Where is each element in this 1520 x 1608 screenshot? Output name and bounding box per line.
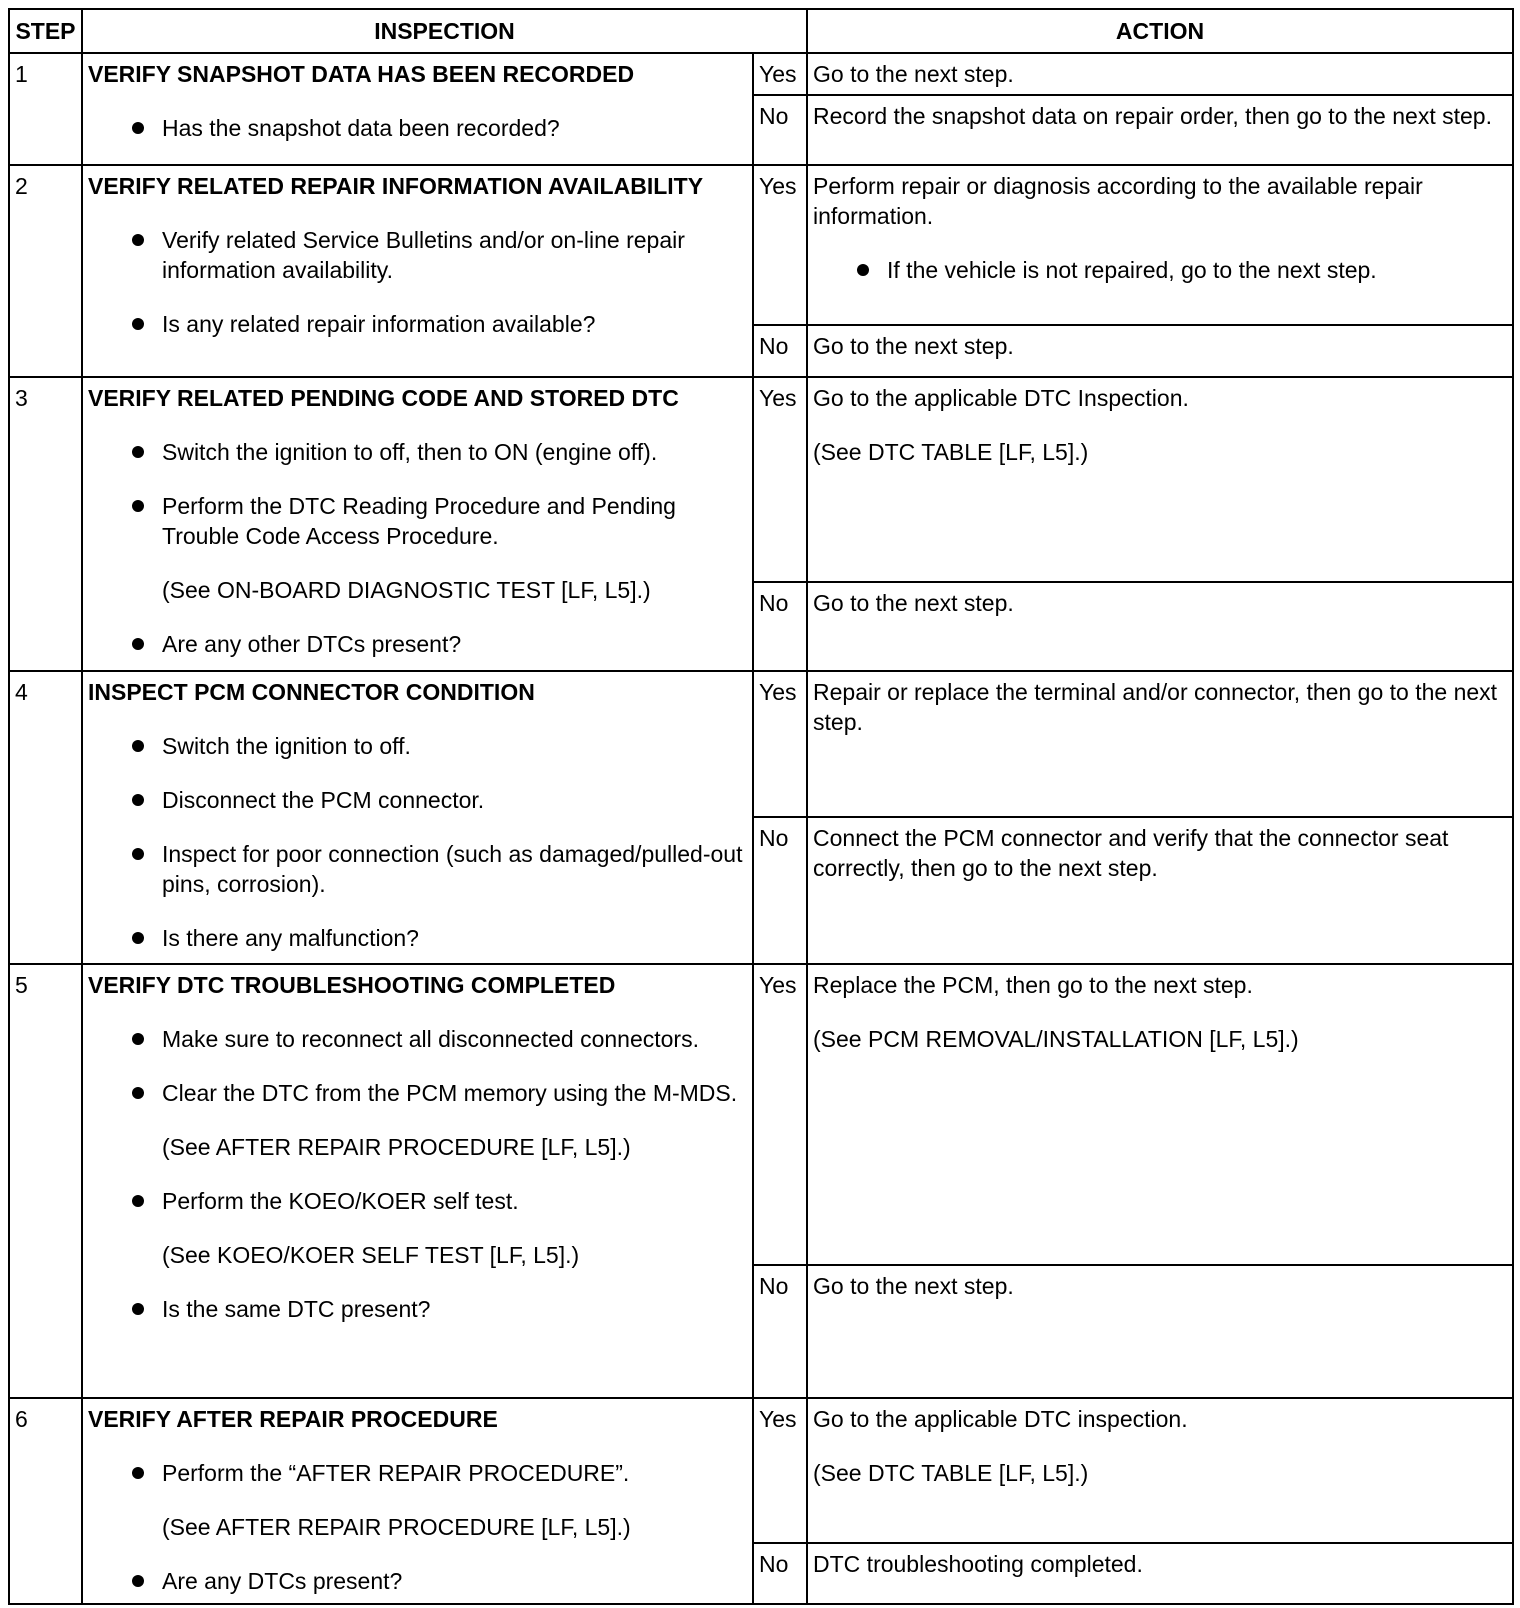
header-step: STEP [9,9,82,53]
step-title: VERIFY RELATED PENDING CODE AND STORED DTC [88,385,679,411]
step-number: 6 [9,1398,82,1604]
step-number: 4 [9,671,82,964]
no-label: No [753,325,807,377]
inspection-item: Are any other DTCs present? [88,629,747,659]
step-title: VERIFY SNAPSHOT DATA HAS BEEN RECORDED [88,61,635,87]
no-label: No [753,1265,807,1398]
yes-action-text: Go to the applicable DTC inspection. [813,1406,1188,1432]
inspection-reference: (See AFTER REPAIR PROCEDURE [LF, L5].) [162,1514,631,1540]
step-inspection [82,53,753,165]
inspection-reference: (See AFTER REPAIR PROCEDURE [LF, L5].) [162,1134,631,1160]
yes-action [807,377,1513,582]
inspection-item: Perform the KOEO/KOER self test. [88,1186,747,1216]
inspection-item: Perform the “AFTER REPAIR PROCEDURE”. [88,1458,747,1488]
inspection-item: Is there any malfunction? [88,923,747,953]
header-inspection: INSPECTION [82,9,807,53]
step-5-yes-row [9,964,1513,1265]
yes-label: Yes [753,1398,807,1543]
step-1-yes-row [9,53,1513,95]
inspection-item: Inspect for poor connection (such as damaged/pulled-out pins, corrosion). [88,839,747,899]
no-action: DTC troubleshooting completed. [807,1543,1513,1604]
step-3-yes-row [9,377,1513,582]
header-action: ACTION [807,9,1513,53]
yes-action: Go to the next step. [807,53,1513,95]
yes-action-text: Go to the applicable DTC Inspection. [813,385,1189,411]
step-6-yes-row [9,1398,1513,1543]
no-label: No [753,817,807,964]
inspection-item: Is the same DTC present? [88,1294,747,1324]
no-action: Go to the next step. [807,582,1513,671]
step-inspection [82,1398,753,1604]
step-inspection [82,964,753,1398]
yes-action-reference: (See PCM REMOVAL/INSTALLATION [LF, L5].) [813,1026,1299,1052]
inspection-item: Has the snapshot data been recorded? [88,113,747,143]
inspection-item: Switch the ignition to off. [88,731,747,761]
step-2-yes-row [9,165,1513,325]
yes-action-bullet: If the vehicle is not repaired, go to the next step. [813,255,1507,285]
step-number: 2 [9,165,82,377]
inspection-item: Verify related Service Bulletins and/or on-line repair information availability. [88,225,747,285]
inspection-item: Is any related repair information available? [88,309,747,339]
header-row [9,9,1513,53]
yes-action-reference: (See DTC TABLE [LF, L5].) [813,1460,1089,1486]
yes-action [807,964,1513,1265]
step-title: VERIFY RELATED REPAIR INFORMATION AVAILABILITY [88,173,704,199]
step-number: 3 [9,377,82,671]
step-inspection [82,165,753,377]
yes-label: Yes [753,671,807,817]
yes-action-reference: (See DTC TABLE [LF, L5].) [813,439,1089,465]
step-4-yes-row [9,671,1513,817]
inspection-item: Are any DTCs present? [88,1566,747,1596]
step-inspection [82,671,753,964]
inspection-item: Clear the DTC from the PCM memory using the M-MDS. [88,1078,747,1108]
no-label: No [753,1543,807,1604]
inspection-item: Perform the DTC Reading Procedure and Pending Trouble Code Access Procedure. [88,491,747,551]
inspection-item: Disconnect the PCM connector. [88,785,747,815]
yes-label: Yes [753,165,807,325]
yes-label: Yes [753,377,807,582]
step-title: VERIFY AFTER REPAIR PROCEDURE [88,1406,498,1432]
inspection-reference: (See KOEO/KOER SELF TEST [LF, L5].) [162,1242,580,1268]
no-action: Go to the next step. [807,1265,1513,1398]
no-action: Go to the next step. [807,325,1513,377]
step-number: 1 [9,53,82,165]
no-action: Connect the PCM connector and verify that the connector seat correctly, then go to the next step. [807,817,1513,964]
no-label: No [753,95,807,165]
yes-label: Yes [753,964,807,1265]
step-title: INSPECT PCM CONNECTOR CONDITION [88,679,535,705]
inspection-item: Make sure to reconnect all disconnected connectors. [88,1024,747,1054]
yes-action [807,1398,1513,1543]
yes-action: Repair or replace the terminal and/or connector, then go to the next step. [807,671,1513,817]
step-inspection [82,377,753,671]
yes-label: Yes [753,53,807,95]
diagnostic-table [8,8,1514,1605]
no-action: Record the snapshot data on repair order, then go to the next step. [807,95,1513,165]
inspection-reference: (See ON-BOARD DIAGNOSTIC TEST [LF, L5].) [162,577,651,603]
step-title: VERIFY DTC TROUBLESHOOTING COMPLETED [88,972,616,998]
yes-action-text: Perform repair or diagnosis according to the available repair information. [813,173,1423,229]
step-number: 5 [9,964,82,1398]
yes-action [807,165,1513,325]
inspection-item: Switch the ignition to off, then to ON (engine off). [88,437,747,467]
no-label: No [753,582,807,671]
yes-action-text: Replace the PCM, then go to the next step. [813,972,1253,998]
